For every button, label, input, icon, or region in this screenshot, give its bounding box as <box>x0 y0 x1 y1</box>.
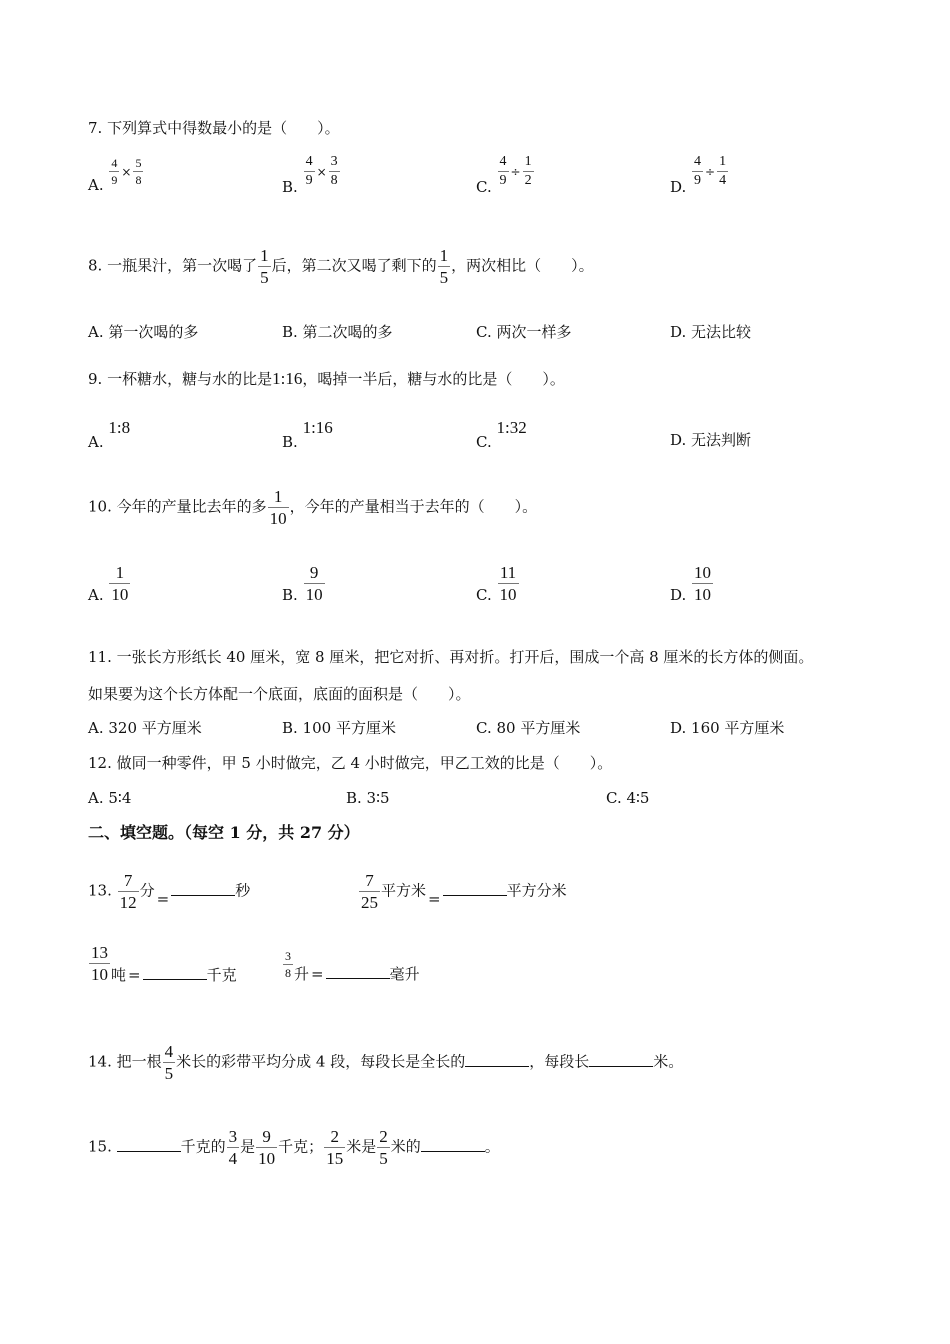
fraction: $\frac{1}{10}$ <box>269 487 287 528</box>
operator: ÷ <box>705 164 716 179</box>
q7-stem: 7. 下列算式中得数最小的是（ ）。 <box>88 119 340 137</box>
unit: 毫升 <box>389 964 420 983</box>
question-number: 13. <box>88 881 112 900</box>
answer-blank[interactable] <box>421 1139 485 1152</box>
q9-option-b[interactable] <box>282 418 333 451</box>
fraction: $\frac{11}{10}$ <box>499 563 517 604</box>
q8-option-b[interactable]: B. 第二次喝的多 <box>282 323 393 341</box>
unit: 吨 <box>111 965 127 984</box>
q15-text-1: 千克的 <box>180 1137 226 1156</box>
q14-text-4: 米。 <box>653 1052 684 1071</box>
equals: = <box>428 889 441 908</box>
option-label: A. <box>88 175 104 194</box>
unit: 平方分米 <box>506 881 567 900</box>
fraction: $\frac{9}{10}$ <box>305 563 323 604</box>
section-title: 二、填空题。（每空 1 分，共 27 分） <box>88 823 360 842</box>
fraction: $\frac{1}{4}$ <box>719 154 727 188</box>
q9-option-d[interactable] <box>670 433 751 448</box>
option-label: C. <box>476 177 492 196</box>
answer-blank[interactable] <box>171 883 235 896</box>
q10-text-1: 10. 今年的产量比去年的多 <box>88 497 267 516</box>
q15-text-2: 是 <box>240 1137 256 1156</box>
operator: × <box>316 164 327 179</box>
q7-option-d[interactable] <box>670 154 729 196</box>
equals: = <box>156 889 170 908</box>
operator: ÷ <box>510 164 521 179</box>
q9-stem <box>88 370 565 387</box>
option-label: C. <box>476 585 492 604</box>
fraction: $\frac{3}{4}$ <box>228 1127 238 1168</box>
equals: = <box>128 965 141 984</box>
fraction: $\frac{4}{5}$ <box>164 1042 174 1083</box>
q15-stem <box>88 1128 500 1167</box>
q11-line-2: 如果要为这个长方体配一个底面，底面的面积是（ ）。 <box>88 685 471 703</box>
q7-option-b[interactable] <box>282 154 341 196</box>
ratio: 1:8 <box>108 418 131 437</box>
q9-option-a[interactable] <box>88 418 131 451</box>
q14-text-2: 米长的彩带平均分成 4 段，每段长是全长的 <box>176 1052 466 1071</box>
q15-text-6: 。 <box>484 1137 500 1156</box>
q8-text-3: ，两次相比（ ）。 <box>451 256 594 275</box>
option-label: A. <box>88 433 104 451</box>
option-label: D. <box>670 177 687 196</box>
option-label: B. <box>282 433 298 451</box>
q8-option-a[interactable]: A. 第一次喝的多 <box>88 323 199 341</box>
fraction: $\frac{2}{5}$ <box>379 1127 388 1168</box>
ratio: 1:16 <box>302 418 333 437</box>
q8-text-2: 后，第二次又喝了剩下的 <box>271 256 437 275</box>
ratio: 1:32 <box>496 418 527 437</box>
answer-blank[interactable] <box>117 1139 181 1152</box>
unit: 平方米 <box>381 881 427 900</box>
fraction: $\frac{4}{9}$ <box>499 154 507 188</box>
fraction: $\frac{1}{10}$ <box>111 563 129 604</box>
q10-option-a[interactable] <box>88 564 131 603</box>
q15-text-4: 米是 <box>346 1137 377 1156</box>
q10-option-d[interactable] <box>670 564 714 603</box>
q14-text-1: 14. 把一根 <box>88 1052 162 1071</box>
q14-stem <box>88 1043 683 1082</box>
option-label: D. <box>670 431 687 449</box>
q11-option-a[interactable]: A. 320 平方厘米 <box>88 719 202 737</box>
q11-option-d[interactable]: D. 160 平方厘米 <box>670 719 785 737</box>
option-label: C. <box>476 433 492 451</box>
q8-text-1: 8. 一瓶果汁，第一次喝了 <box>88 256 258 275</box>
answer-blank[interactable] <box>326 966 390 979</box>
q12-option-a[interactable]: A. 5∶4 <box>88 789 132 807</box>
q11-option-c[interactable]: C. 80 平方厘米 <box>476 719 581 737</box>
question-number: 15. <box>88 1137 112 1156</box>
option-label: B. <box>282 585 298 604</box>
fraction: $\frac{1}{5}$ <box>439 246 449 287</box>
fraction: $\frac{9}{10}$ <box>258 1127 276 1168</box>
fraction: $\frac{3}{8}$ <box>330 154 338 188</box>
q9-option-c[interactable] <box>476 418 527 451</box>
fraction: $\frac{4}{9}$ <box>694 154 702 188</box>
q11-option-b[interactable]: B. 100 平方厘米 <box>282 719 396 737</box>
fraction: $\frac{10}{10}$ <box>694 563 712 604</box>
q11-line-1: 11. 一张长方形纸长 40 厘米，宽 8 厘米，把它对折、再对折。打开后，围成一个高 8 厘米的长方体的侧面。 <box>88 648 814 666</box>
q10-stem <box>88 488 537 527</box>
answer-blank[interactable] <box>143 967 207 980</box>
q8-stem <box>88 247 594 286</box>
ratio: 1:16 <box>272 369 303 388</box>
q13-item-3 <box>88 944 237 983</box>
unit: 千克 <box>206 965 237 984</box>
operator: × <box>121 164 132 179</box>
fraction: $\frac{5}{8}$ <box>135 156 142 187</box>
q15-text-3: 千克； <box>278 1137 324 1156</box>
option-text: 无法判断 <box>691 431 752 449</box>
q10-option-b[interactable] <box>282 564 326 603</box>
unit: 分 <box>139 881 155 900</box>
fraction: $\frac{3}{8}$ <box>285 949 291 980</box>
equals: = <box>311 964 324 983</box>
q9-text-1: 9. 一杯糖水，糖与水的比是 <box>88 370 273 388</box>
fraction: $\frac{1}{2}$ <box>524 154 532 188</box>
answer-blank[interactable] <box>465 1054 529 1067</box>
q12-option-b[interactable]: B. 3∶5 <box>346 789 390 807</box>
fraction: $\frac{2}{15}$ <box>326 1127 344 1168</box>
q15-text-5: 米的 <box>390 1137 421 1156</box>
q8-option-c[interactable]: C. 两次一样多 <box>476 323 572 341</box>
option-label: B. <box>282 177 298 196</box>
q10-text-2: ，今年的产量相当于去年的（ ）。 <box>289 497 538 516</box>
answer-blank[interactable] <box>589 1054 653 1067</box>
option-label: A. <box>88 585 104 604</box>
unit: 秒 <box>235 881 251 900</box>
fraction: $\frac{7}{25}$ <box>361 871 378 912</box>
q14-text-3: ，每段长 <box>529 1052 590 1071</box>
fraction: $\frac{1}{5}$ <box>260 246 269 287</box>
fraction: $\frac{4}{9}$ <box>111 156 118 187</box>
unit: 升 <box>294 964 310 983</box>
q12-option-c[interactable]: C. 4∶5 <box>606 789 650 807</box>
q7-option-c[interactable] <box>476 154 535 196</box>
fraction: $\frac{7}{12}$ <box>119 871 137 912</box>
q12-stem: 12. 做同一种零件，甲 5 小时做完，乙 4 小时做完，甲乙工效的比是（ ）。 <box>88 754 613 772</box>
q7-option-a[interactable] <box>88 156 144 194</box>
q13-item-4 <box>282 949 420 983</box>
q9-text-2: ，喝掉一半后，糖与水的比是（ ）。 <box>302 370 565 388</box>
answer-blank[interactable] <box>443 883 507 896</box>
q13-item-1 <box>88 872 250 911</box>
fraction: $\frac{4}{9}$ <box>305 154 313 188</box>
q10-option-c[interactable] <box>476 564 520 603</box>
fraction: $\frac{13}{10}$ <box>91 943 108 984</box>
q13-item-2 <box>358 872 567 911</box>
q8-option-d[interactable]: D. 无法比较 <box>670 323 752 341</box>
option-label: D. <box>670 585 687 604</box>
